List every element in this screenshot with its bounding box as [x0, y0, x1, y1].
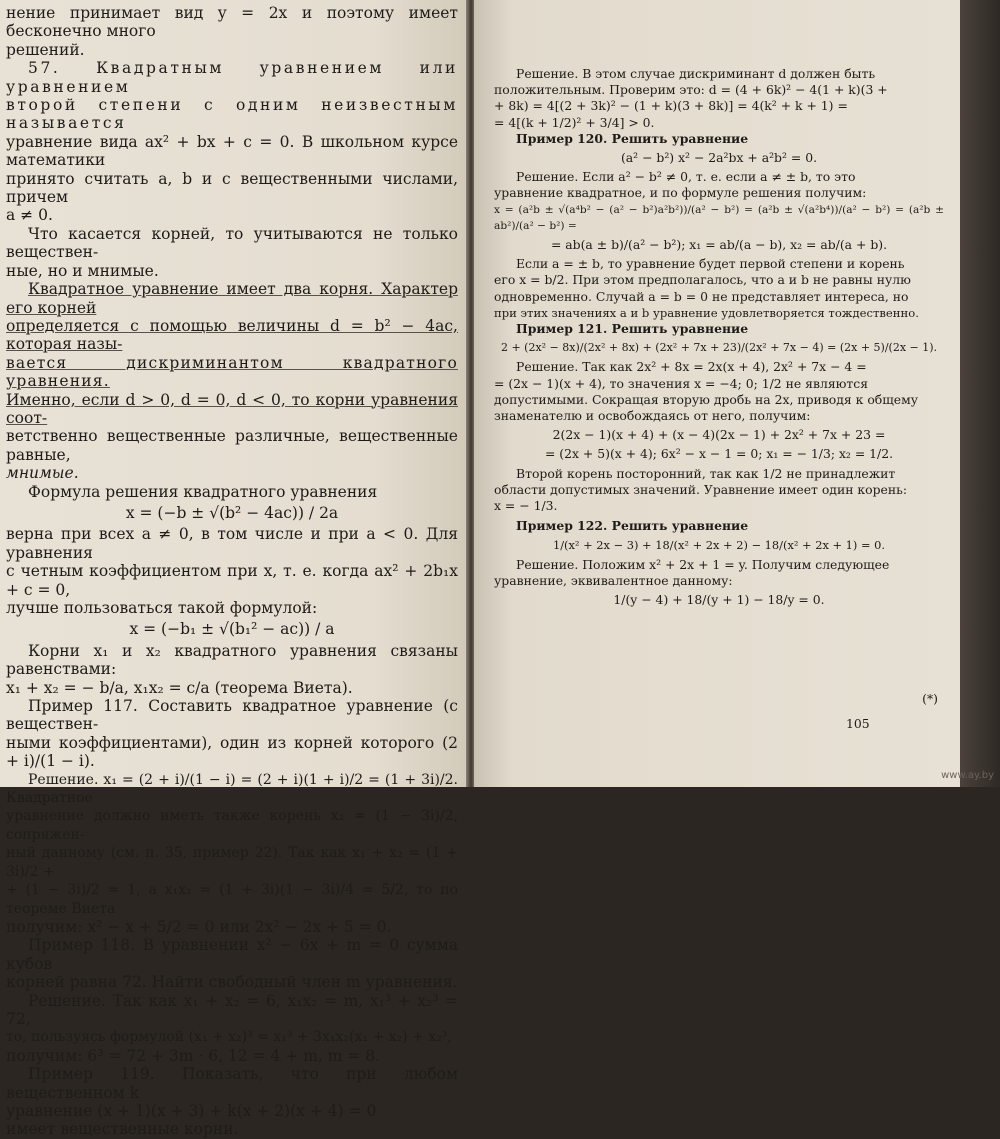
text-line: Квадратное уравнение имеет два корня. Характер его корней: [6, 280, 458, 317]
text-line: Формула решения квадратного уравнения: [28, 482, 378, 501]
formula: x = (−b ± √(b² − 4ac)) / 2a: [125, 503, 339, 522]
text-line: Решение. Если a² − b² ≠ 0, т. е. если a ≠ ± b, то это: [516, 169, 856, 185]
text-line: уравнение квадратное, и по формуле решения получим:: [494, 185, 867, 201]
text-line: Если a = ± b, то уравнение будет первой степени и корень: [516, 256, 905, 272]
text-line: мнимые.: [6, 464, 79, 483]
section-heading: 57. Квадратным уравнением или уравнением: [6, 59, 458, 96]
watermark-text: www.ay.by: [941, 770, 994, 781]
text-line: Именно, если d > 0, d = 0, d < 0, то корни уравнения соот-: [6, 390, 458, 427]
formula: (a² − b²) x² − 2a²bx + a²b² = 0.: [620, 150, 818, 166]
text-line: корней равна 72. Найти свободный член m уравнения.: [6, 973, 458, 992]
text-line: имеет вещественные корни.: [6, 1120, 239, 1139]
text-line: знаменателю и освобождаясь от него, получим:: [494, 408, 811, 424]
example-heading: Пример 118. В уравнении x² − 6x + m = 0 сумма кубов: [6, 936, 458, 973]
text-line: Решение. x₁ = (2 + i)/(1 − i) = (2 + i)(1 + i)/2 = (1 + 3i)/2. Квадратное: [6, 771, 458, 807]
text-line: уравнение (x + 1)(x + 3) + k(x + 2)(x + 4) = 0: [6, 1101, 377, 1120]
text-line: x = − 1/3.: [494, 498, 558, 514]
text-line: одновременно. Случай a = b = 0 не представляет интереса, но: [494, 288, 909, 304]
text-line: второй степени с одним неизвестным называется: [6, 96, 458, 133]
text-line: Решение. Положим x² + 2x + 1 = y. Получим следующее: [516, 556, 890, 572]
text-line: лучше пользоваться такой формулой:: [6, 599, 318, 617]
text-line: положительным. Проверим это: d = (4 + 6k)² − 4(1 + k)(3 +: [494, 82, 888, 98]
text-line: при этих значениях a и b уравнение удовлетворяется тождественно.: [494, 305, 919, 320]
background-edge: [960, 0, 1000, 787]
text-line: Второй корень посторонний, так как 1/2 не принадлежит: [516, 465, 896, 481]
example-heading: Пример 119. Показать, что при любом вещественном k: [6, 1065, 458, 1102]
text-line: a ≠ 0.: [6, 206, 53, 225]
equation-label: (*): [922, 691, 938, 706]
formula: x = (−b₁ ± √(b₁² − ac)) / a: [129, 620, 335, 639]
formula: 2(2x − 1)(x + 4) + (x − 4)(2x − 1) + 2x² + 7x + 23 =: [552, 427, 886, 443]
text-line: ветственно вещественные различные, вещественные равные,: [6, 427, 458, 464]
text-line: + (1 − 3i)/2 = 1, а x₁x₂ = (1 + 3i)(1 − 3i)/4 = 5/2, то по теореме Виета: [6, 882, 458, 917]
right-page: [474, 0, 960, 787]
text-line: то, пользуясь формулой (x₁ + x₂)³ = x₁³ + 3x₁x₂(x₁ + x₂) + x₂³,: [6, 1029, 452, 1046]
text-line: его x = b/2. При этом предполагалось, что a и b не равны нулю: [494, 272, 911, 288]
text-line: Решение. В этом случае дискриминант d должен быть: [516, 66, 876, 81]
formula: 1/(x² + 2x − 3) + 18/(x² + 2x + 2) − 18/(x² + 2x + 1) = 0.: [552, 538, 886, 553]
text-line: = (2x − 1)(x + 4), то значения x = −4; 0; 1/2 не являются: [494, 375, 869, 391]
text-line: уравнение вида ax² + bx + c = 0. В школьном курсе математики: [6, 132, 458, 170]
text-line: ные, но и мнимые.: [6, 261, 159, 280]
text-line: ный данному (см. п. 35, пример 22). Так как x₁ + x₂ = (1 + 3i)/2 +: [6, 845, 458, 880]
text-line: верна при всех a ≠ 0, в том числе и при a < 0. Для уравнения: [6, 525, 458, 562]
example-heading: Пример 121. Решить уравнение: [516, 321, 749, 337]
formula: x₁ + x₂ = − b/a, x₁x₂ = c/a (теорема Виета).: [6, 678, 353, 697]
text-line: + 8k) = 4[(2 + 3k)² − (1 + k)(3 + 8k)] = 4(k² + k + 1) =: [494, 98, 848, 114]
left-page: [0, 0, 468, 1139]
formula: x = (a²b ± √(a⁴b² − (a² − b²)a²b²))/(a² − b²) = (a²b ± √(a²b⁴))/(a² − b²) = (a²b ± ab²)/(a² − b²) =: [494, 203, 944, 232]
text-line: вается дискриминантом квадратного уравнения.: [6, 353, 458, 391]
text-line: области допустимых значений. Уравнение имеет один корень:: [494, 481, 908, 497]
formula: 2 + (2x² − 8x)/(2x² + 8x) + (2x² + 7x + 23)/(2x² + 7x − 4) = (2x + 5)/(2x − 1).: [500, 341, 938, 355]
text-line: с четным коэффициентом при x, т. е. когда ax² + 2b₁x + c = 0,: [6, 562, 458, 599]
text-line: Решение. Так как 2x² + 8x = 2x(x + 4), 2x² + 7x − 4 =: [516, 359, 867, 375]
text-line: Решение. Так как x₁ + x₂ = 6, x₁x₂ = m, x₁³ + x₂³ = 72,: [6, 991, 458, 1028]
text-line: Что касается корней, то учитываются не только веществен-: [6, 224, 458, 262]
text-line: ными коэффициентами), один из корней которого (2 + i)/(1 − i).: [6, 733, 458, 771]
example-heading: Пример 120. Решить уравнение: [516, 130, 749, 146]
formula: = (2x + 5)(x + 4); 6x² − x − 1 = 0; x₁ = − 1/3; x₂ = 1/2.: [544, 446, 894, 462]
text-line: решений.: [6, 40, 85, 59]
formula: = ab(a ± b)/(a² − b²); x₁ = ab/(a − b), x₂ = ab/(a + b).: [550, 237, 888, 253]
text-line: уравнение должно иметь также корень x₂ = (1 − 3i)/2, сопряжен-: [6, 808, 458, 843]
text-line: получим: 6³ = 72 + 3m · 6, 12 = 4 + m, m = 8.: [6, 1046, 381, 1065]
example-heading: Пример 122. Решить уравнение: [516, 518, 749, 534]
text-line: Корни x₁ и x₂ квадратного уравнения связаны равенствами:: [6, 641, 458, 679]
text-line: допустимыми. Сокращая вторую дробь на 2x, приводя к общему: [494, 391, 919, 407]
text-line: уравнение, эквивалентное данному:: [494, 572, 733, 588]
text-line: определяется с помощью величины d = b² − 4ac, которая назы-: [6, 316, 458, 354]
text-line: получим: x² − x + 5/2 = 0 или 2x² − 2x + 5 = 0.: [6, 917, 392, 936]
text-line: принято считать a, b и c вещественными числами, причем: [6, 169, 458, 207]
text-line: нение принимает вид y = 2x и поэтому имеет бесконечно много: [6, 4, 458, 41]
example-heading: Пример 117. Составить квадратное уравнение (с веществен-: [6, 697, 458, 734]
text-line: = 4[(k + 1/2)² + 3/4] > 0.: [494, 114, 655, 130]
formula: 1/(y − 4) + 18/(y + 1) − 18/y = 0.: [613, 592, 825, 608]
page-number: 105: [846, 716, 870, 731]
